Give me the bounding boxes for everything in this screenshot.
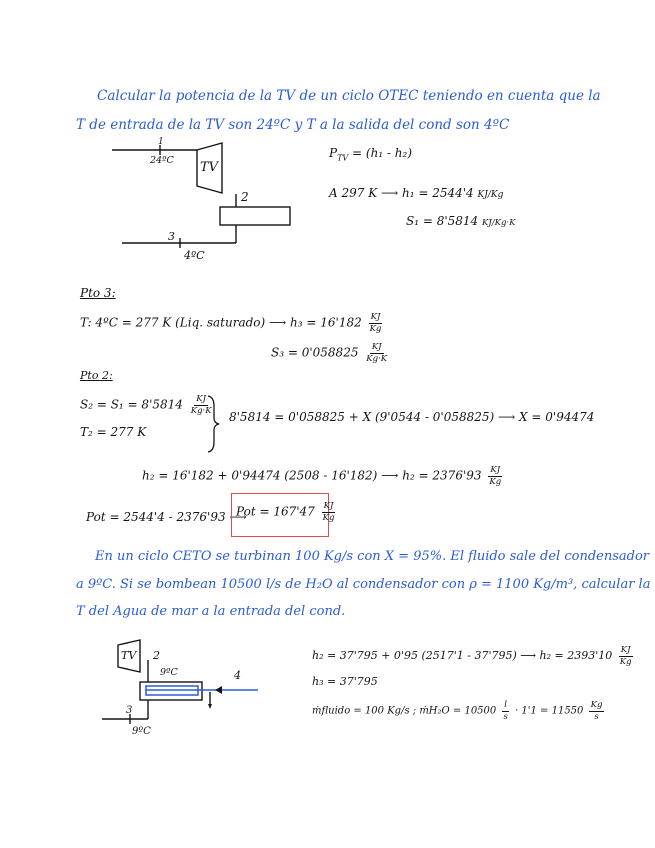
point3-temp: 4ºC [184,249,205,262]
mass-flow-line [312,701,606,721]
problem2-line3: T del Agua de mar a la entrada del cond. [76,604,346,619]
pto2-t2: T₂ = 277 K [80,425,147,439]
h1-value: A 297 K ⟶ h₁ = 2544'4 [329,186,474,200]
pto3-heading: Pto 3: [80,286,116,300]
point3-label: 3 [168,230,175,243]
mass-flow-text: ṁfluido = 100 Kg/s ; ṁH₂O = 10500 [312,705,497,717]
pot-unit-fraction: $\frac{KJ}{Kg}$ [322,501,335,523]
problem1-line2: T de entrada de la TV son 24ºC y T a la salida del cond son 4ºC [76,117,510,133]
pot-result-value: Pot = 167'47 [236,504,315,519]
point1-label: 1 [158,137,164,147]
ptv-subscript: TV [337,153,349,163]
h2b-line [312,646,636,666]
s2-unit-fraction: $\frac{KJ}{Kg\cdot K}$ [190,394,212,416]
volume-flow-fraction: $\frac{l}{s}$ [503,700,508,722]
point2b-label: 2 [153,649,160,662]
pto3-s3: S₃ = 0'058825 [271,345,359,360]
problem2-line1: En un ciclo CETO se turbinan 100 Kg/s con X = 95%. El fluido sale del condensador [95,549,649,564]
h2-equation: h₂ = 16'182 + 0'94474 (2508 - 16'182) ⟶ h₂ = 2376'93 [142,468,482,483]
point3b-label: 3 [126,705,133,716]
s1-unit: KJ/Kg·K [482,218,516,228]
point2b-temp: 9ºC [160,667,178,678]
mass-flow-unit-fraction: $\frac{Kg}{s}$ [590,700,603,722]
h3-unit-fraction: $\frac{KJ}{Kg}$ [369,312,382,334]
h2b-equation: h₂ = 37'795 + 0'95 (2517'1 - 37'795) ⟶ h₂ = 2393'10 [312,649,613,662]
turbine2-label: TV [121,649,137,662]
pto3-h3: T: 4ºC = 277 K (Liq. saturado) ⟶ h₃ = 16'182 [80,315,362,330]
ptv-rhs: = (h₁ - h₂) [352,146,413,160]
h2b-unit-fraction: $\frac{KJ}{Kg}$ [619,645,632,667]
pot-equation: Pot = 2544'4 - 2376'93 ⟶ [86,510,247,524]
pto2-heading: Pto 2: [80,369,113,382]
h1-unit: KJ/Kg [477,190,504,200]
h3b-line: h₃ = 37'795 [312,675,378,688]
point3b-temp: 9ºC [132,726,151,737]
problem2-line2: a 9ºC. Si se bombean 10500 l/s de H₂O al condensador con ρ = 1100 Kg/m³, calcular la [76,577,651,592]
point1-temp: 24ºC [150,155,174,166]
h2-unit-fraction: $\frac{KJ}{Kg}$ [489,465,502,487]
condenser2-box [140,682,202,700]
problem1-line1: Calcular la potencia de la TV de un ciclo OTEC teniendo en cuenta que la [97,88,601,104]
quality-equation: 8'5814 = 0'058825 + X (9'0544 - 0'058825) ⟶ X = 0'94474 [229,410,595,424]
s3-unit-fraction: $\frac{KJ}{Kg\cdot K}$ [366,342,388,364]
s1-value: S₁ = 8'5814 [406,214,479,228]
point2-label: 2 [241,190,249,204]
pto2-s2: S₂ = S₁ = 8'5814 [80,397,183,412]
turbine-label: TV [200,160,219,175]
mass-flow-mid: · 1'1 = 11550 [515,705,584,717]
ptv-symbol: P [329,146,338,160]
point4-label: 4 [234,669,241,682]
